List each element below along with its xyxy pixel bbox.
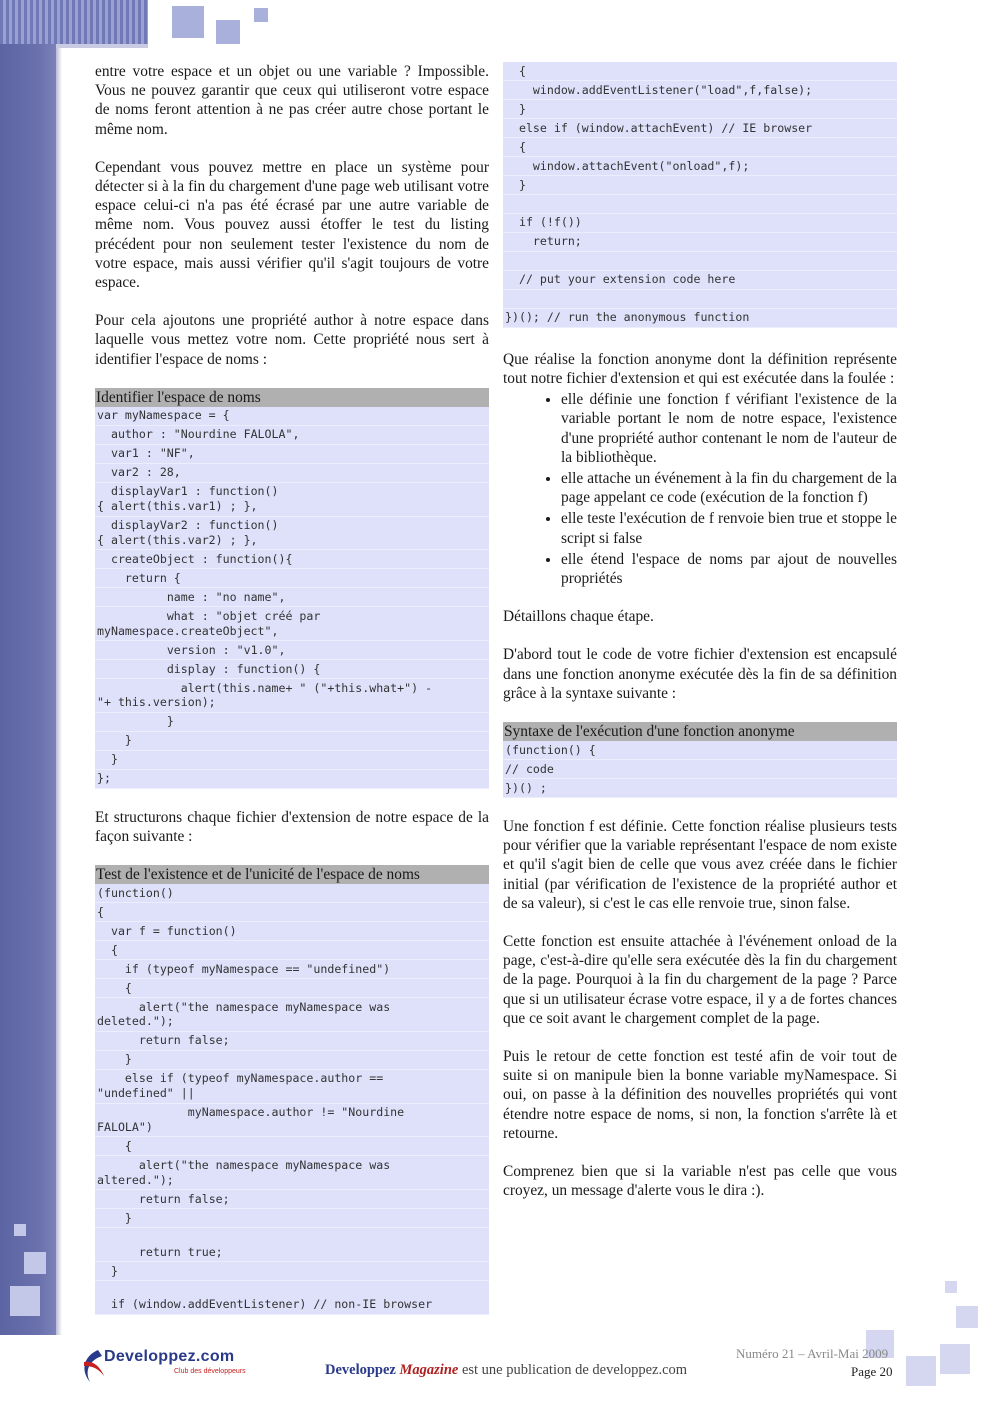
code-line: return false; — [95, 1032, 489, 1051]
decor-square — [945, 1281, 957, 1293]
code-line: if (!f()) — [503, 214, 897, 233]
code-line: { — [95, 979, 489, 998]
code-box-namespace-test — [95, 865, 489, 1315]
code-line: } — [95, 751, 489, 770]
code-line: { — [503, 138, 897, 157]
code-box-title: Identifier l'espace de noms — [95, 388, 489, 407]
code-line: version : "v1.0", — [95, 641, 489, 660]
decor-square — [254, 8, 268, 22]
list-item: • elle étend l'espace de noms par ajout de nouvelles propriétés — [561, 550, 897, 588]
paragraph: Et structurons chaque fichier d'extension de notre espace de la façon suivante : — [95, 808, 489, 845]
logo-subtext: Club des développeurs — [174, 1368, 246, 1375]
paragraph: Pour cela ajoutons une propriété author à notre espace dans laquelle vous mettez votre nom. Cette propriété nous sert à identifier l'espace de noms : — [95, 312, 489, 368]
code-listing — [95, 884, 489, 1315]
code-line: return false; — [95, 1190, 489, 1209]
paragraph: Cependant vous pouvez mettre en place un système pour détecter si à la fin du chargement d'une page web utilisant votre espace celui-ci n'a pas été écrasé par une autre variable de même nom. Vous pouvez aussi étoffer le test du listing précédent pour non seulement tester l'existence du nom de votre espace, mais aussi vérifier qu'il s'agit toujours de votre espace. — [95, 158, 489, 292]
code-line: else if (window.attachEvent) // IE browser — [503, 119, 897, 138]
paragraph: Cette fonction est ensuite attachée à l'événement onload de la page, c'est-à-dire qu'elle sera exécutée dès la fin du chargement de la page. Pourquoi à la fin du chargement de la page ? Parce que si un utilisateur écrase votre espace, il y a de fortes chances que ce soit avant le chargement complet de la page. — [503, 933, 897, 1027]
code-line: { — [95, 1137, 489, 1156]
issue-number: Numéro 21 – Avril-Mai 2009 — [736, 1346, 889, 1361]
left-decorative-bar — [0, 0, 56, 1335]
code-line: { — [95, 903, 489, 922]
code-listing — [503, 741, 897, 798]
code-line — [503, 290, 897, 309]
decor-square — [14, 1224, 26, 1236]
code-listing — [503, 62, 897, 328]
publication-magazine: Magazine — [399, 1362, 459, 1378]
code-line: else if (typeof myNamespace.author == "undefined" || — [95, 1070, 489, 1104]
top-decorative-band — [0, 0, 148, 44]
code-line: // code — [503, 760, 897, 779]
code-line: // put your extension code here — [503, 271, 897, 290]
code-line: window.addEventListener("load",f,false); — [503, 81, 897, 100]
code-line: })() ; — [503, 779, 897, 798]
code-line: displayVar1 : function() { alert(this.var1) ; }, — [95, 483, 489, 517]
left-column — [95, 62, 489, 1315]
page-number: Page 20 — [851, 1364, 893, 1379]
developpez-logo[interactable] — [78, 1346, 248, 1386]
decor-square — [10, 1286, 40, 1316]
paragraph: entre votre espace et un objet ou une variable ? Impossible. Vous ne pouvez garantir que ceux qui utiliseront votre espace de noms feront attention à ne pas créer autre chose portant le même nom. — [95, 63, 489, 138]
decor-square — [24, 1252, 46, 1274]
bullet-list — [503, 390, 897, 588]
publication-notice — [325, 1362, 687, 1379]
code-line — [503, 252, 897, 271]
paragraph: Détaillons chaque étape. — [503, 608, 654, 626]
top-band-shadow — [56, 44, 148, 48]
code-line — [503, 195, 897, 214]
code-line: } — [95, 1209, 489, 1228]
code-box-continued — [503, 62, 897, 328]
publication-suffix: est une publication de developpez.com — [458, 1362, 688, 1378]
list-item: • elle définie une fonction f vérifiant l'existence de la variable portant le nom de notre espace, l'existence d'une propriété author contenant le nom de l'auteur de la bibliothèque. — [561, 390, 897, 467]
code-line: { — [503, 62, 897, 81]
code-line: } — [95, 1051, 489, 1070]
code-line: window.attachEvent("onload",f); — [503, 157, 897, 176]
code-box-title: Test de l'existence et de l'unicité de l'espace de noms — [95, 865, 489, 884]
right-column — [503, 62, 897, 1219]
code-line: } — [503, 176, 897, 195]
code-line: alert("the namespace myNamespace was altered."); — [95, 1156, 489, 1190]
code-line: { — [95, 941, 489, 960]
decor-square — [906, 1356, 936, 1386]
code-line: } — [95, 732, 489, 751]
left-bar-shadow — [56, 40, 62, 1335]
paragraph: Comprenez bien que si la variable n'est pas celle que vous croyez, un message d'alerte vous le dira :). — [503, 1163, 897, 1200]
code-line: alert("the namespace myNamespace was deleted."); — [95, 998, 489, 1032]
code-line: }; — [95, 770, 489, 789]
decor-square — [940, 1344, 970, 1374]
publication-prefix: Developpez — [325, 1362, 396, 1378]
code-line: author : "Nourdine FALOLA", — [95, 426, 489, 445]
code-line: if (window.addEventListener) // non-IE browser — [95, 1281, 489, 1315]
code-line: var myNamespace = { — [95, 407, 489, 426]
code-line: })(); // run the anonymous function — [503, 309, 897, 328]
code-line: var2 : 28, — [95, 464, 489, 483]
code-box-title: Syntaxe de l'exécution d'une fonction anonyme — [503, 722, 897, 741]
code-line: display : function() { — [95, 660, 489, 679]
list-item: • elle teste l'exécution de f renvoie bien true et stoppe le script si false — [561, 509, 897, 547]
list-item: • elle attache un événement à la fin du chargement de la page appelant ce code (exécution de la fonction f) — [561, 469, 897, 507]
decor-square — [956, 1306, 978, 1328]
code-line: return { — [95, 569, 489, 588]
code-box-identifier-namespace — [95, 388, 489, 789]
code-line: displayVar2 : function() { alert(this.var2) ; }, — [95, 517, 489, 551]
paragraph: D'abord tout le code de votre fichier d'extension est encapsulé dans une fonction anonyme exécutée dès la fin de sa définition grâce à la syntaxe suivante : — [503, 646, 897, 702]
code-line: (function() { — [503, 741, 897, 760]
logo-text: Developpez.com — [104, 1348, 235, 1365]
code-line: (function() — [95, 884, 489, 903]
code-line: createObject : function(){ — [95, 550, 489, 569]
paragraph: Puis le retour de cette fonction est testé afin de voir tout de suite si on manipule bien la bonne variable myNamespace. Si oui, on passe à la définition des nouvelles propriétés qui vont étendre notre espace de noms, si non, la fonction s'arrête là et retourne. — [503, 1048, 897, 1142]
code-line: alert(this.name+ " ("+this.what+") - "+ this.version); — [95, 679, 489, 713]
code-line: return; — [503, 233, 897, 252]
code-line: var f = function() — [95, 922, 489, 941]
code-line: what : "objet créé par myNamespace.createObject", — [95, 607, 489, 641]
paragraph: Que réalise la fonction anonyme dont la définition représente tout notre fichier d'extension et qui est exécutée dans la foulée : — [503, 350, 897, 387]
code-line: } — [95, 1262, 489, 1281]
code-line: if (typeof myNamespace == "undefined") — [95, 960, 489, 979]
code-line: } — [95, 713, 489, 732]
code-line: name : "no name", — [95, 588, 489, 607]
code-line: return true; — [95, 1228, 489, 1262]
decor-square — [216, 20, 240, 44]
code-listing — [95, 407, 489, 789]
code-line: myNamespace.author != "Nourdine FALOLA") — [95, 1104, 489, 1138]
code-line: } — [503, 100, 897, 119]
paragraph: Une fonction f est définie. Cette fonction réalise plusieurs tests pour vérifier que la variable représentant l'espace de nom existe et qu'il s'agit bien de celle que vous avez créée dans le fichier initial (par vérification de l'existence de la propriété author et de sa valeur), si c'est le cas elle renvoie true, sinon false. — [503, 817, 897, 912]
code-line: var1 : "NF", — [95, 445, 489, 464]
decor-square — [172, 6, 204, 38]
code-box-anonymous-function — [503, 722, 897, 798]
